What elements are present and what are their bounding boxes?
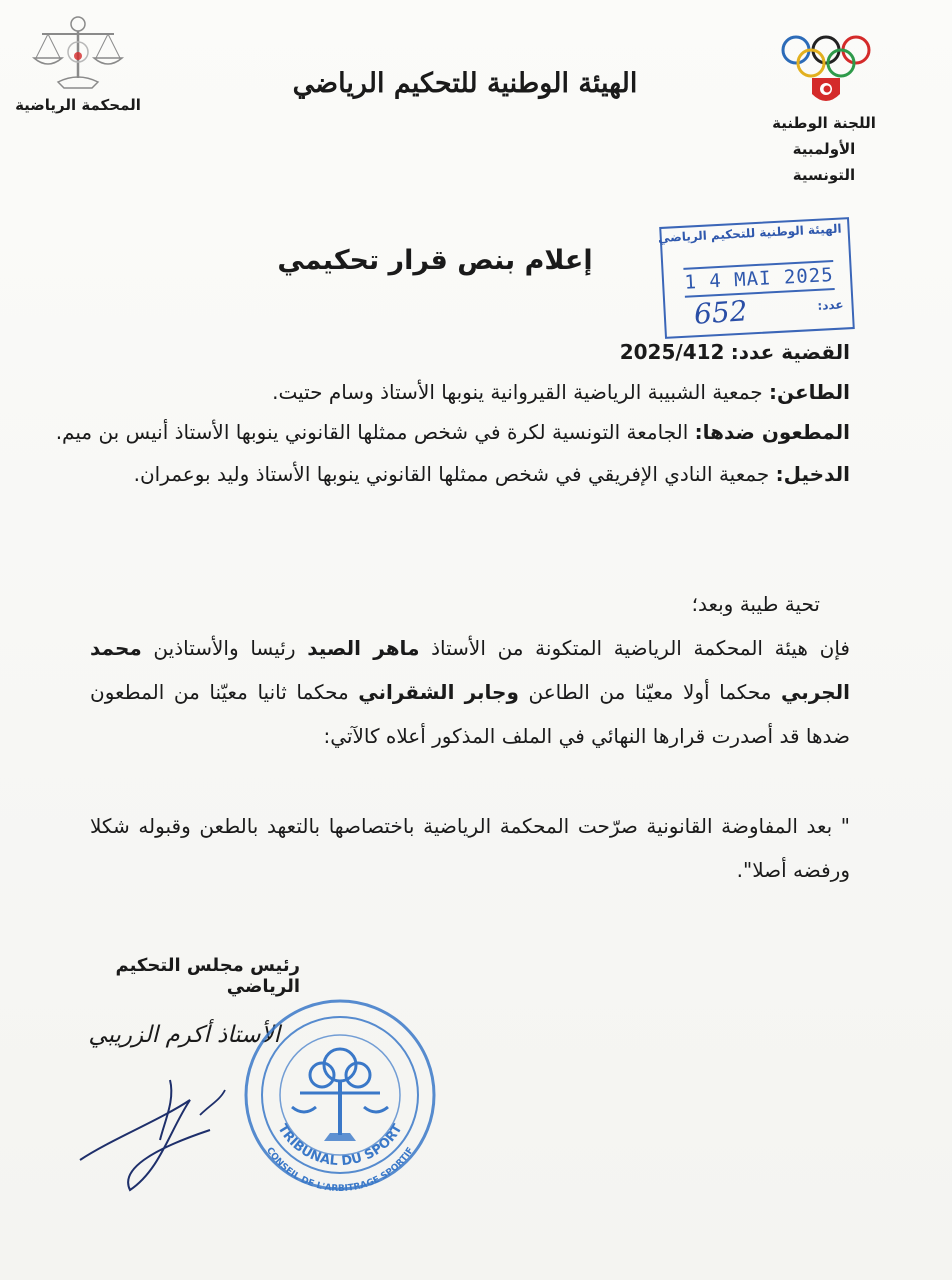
seal-text-bottom: TRIBUNAL DU SPORT [274,1121,406,1170]
appellant-label: الطاعن: [768,380,850,404]
tribunal-scales-logo [28,12,128,94]
reception-stamp [659,217,855,339]
intervener-label: الدخيل: [775,462,850,486]
respondent-text: الجامعة التونسية لكرة في شخص ممثلها القانوني ينوبها الأستاذ أنيس بن ميم. [55,420,689,444]
p1-part-b: رئيسا والأستاذين [141,636,308,660]
respondent-label: المطعون ضدها: [694,420,850,444]
header-org-title: الهيئة الوطنية للتحكيم الرياضي [292,68,638,99]
case-number-line [620,340,850,364]
right-logo-label [744,110,904,188]
signatory-name: الأستاذ أكرم الزريبي [88,1022,280,1048]
seal-text-outer: CONSEIL DE L'ARBITRAGE SPORTIF [263,1145,417,1195]
right-logo-label-line1: اللجنة الوطنية الأولمبية [772,114,876,158]
appellant-text: جمعية الشبيبة الرياضية القيروانية ينوبها الأستاذ وسام حتيت. [272,380,763,404]
signatory-title: رئيس مجلس التحكيم الرياضي [115,955,300,997]
left-logo-label: المحكمة الرياضية [15,96,141,114]
case-number: 2025/412 [619,340,725,364]
respondent-line [56,420,850,444]
stamp-number-label: عدد: [817,297,844,313]
p1-part-a: فإن هيئة المحكمة الرياضية المتكونة من الأستاذ [419,636,850,660]
case-label: القضية عدد: [730,340,850,364]
arbiter-name-1: ماهر الصيد [307,636,420,660]
document-title: إعلام بنص قرار تحكيمي [277,245,593,276]
decision-intro-paragraph [90,626,850,758]
stamp-handwritten-number: 652 [692,294,749,331]
tribunal-official-seal [240,995,440,1195]
stamp-header: الهيئة الوطنية للتحكيم الرياضي [657,221,842,246]
arbiter-name-3: وجابر الشقراني [358,680,519,704]
p1-part-c: محكما أولا معيّنا من الطاعن [518,680,782,704]
p1-part-d: محكما ثانيا معيّنا من المطعون ضدها قد أصدرت قرارها النهائي في الملف المذكور أعلاه كالآتي: [90,680,850,748]
decision-text: " بعد المفاوضة القانونية صرّحت المحكمة الرياضية باختصاصها بالتعهد بالطعن وقبوله شكلا ورفضه أصلا". [90,814,850,882]
right-logo-label-line2: التونسية [792,166,856,184]
appellant-line [272,380,850,404]
stamp-date: 1 4 MAI 2025 [683,260,834,298]
arbiter-name-2: محمد الجربي [90,636,850,704]
olympic-committee-logo [776,30,876,110]
intervener-line [134,462,850,486]
intervener-text: جمعية النادي الإفريقي في شخص ممثلها القانوني ينوبها الأستاذ وليد بوعمران. [133,462,770,486]
greeting: تحية طيبة وبعد؛ [691,592,820,616]
